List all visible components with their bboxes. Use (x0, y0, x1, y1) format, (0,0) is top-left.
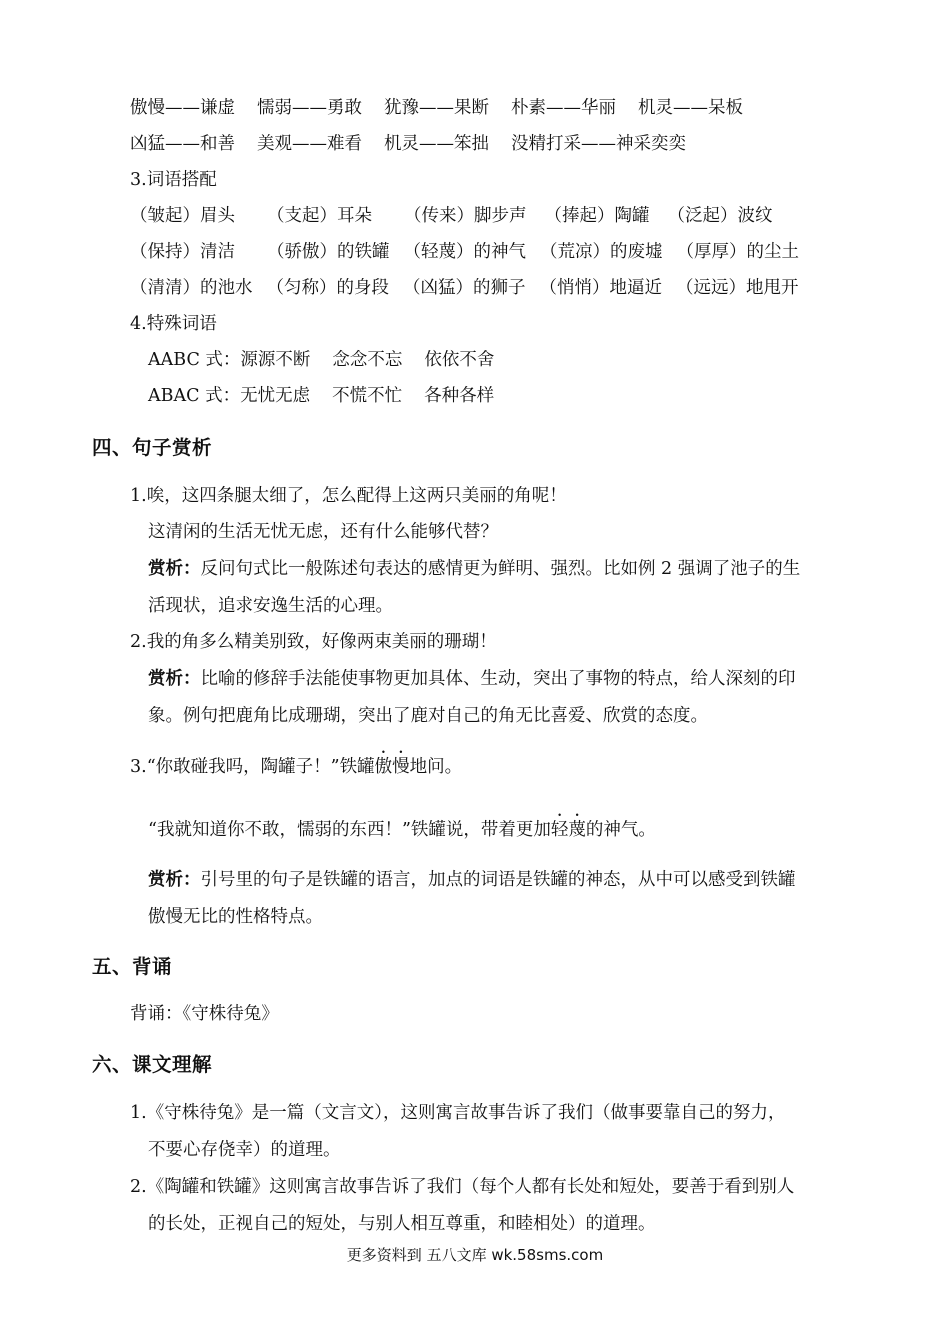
collocation-row-3 (130, 277, 799, 299)
section-heading-recitation: 五、背诵 (92, 955, 173, 978)
emphasized-char (374, 742, 393, 778)
sentence-3-line-2 (148, 805, 656, 841)
antonyms-row-1 (130, 97, 743, 119)
antonym-pair: 凶猛——和善 (130, 134, 235, 154)
antonym-pair: 没精打采——神采奕奕 (511, 134, 686, 154)
analysis-text: 引号里的句子是铁罐的语言，加点的词语是铁罐的神态，从中可以感受到铁罐 (200, 870, 796, 890)
analysis-label: 赏析： (148, 559, 201, 579)
emphasis-dot: . (557, 805, 562, 820)
aabc-word: 依依不舍 (424, 350, 495, 370)
emphasized-char (392, 742, 410, 778)
collocation-item: （凶猛）的狮子 (403, 278, 526, 298)
antonym-pair: 机灵——笨拙 (384, 134, 489, 154)
emphasized-char-text: 傲 (374, 757, 393, 777)
emphasized-char-text: 慢 (392, 757, 410, 777)
collocation-row-1 (130, 205, 773, 227)
analysis-text: 反问句式比一般陈述句表达的感情更为鲜明、强烈。比如例 2 强调了池子的生 (200, 559, 801, 579)
aabc-word: 源源不断 (240, 350, 311, 370)
sentence-text: 地问。 (409, 757, 463, 777)
emphasized-char-text: 轻 (550, 820, 569, 840)
abac-word: 无忧无虑 (240, 386, 311, 406)
collocation-item: （悄悄）地逼近 (539, 278, 662, 298)
sentence-2-line-1: 2.我的角多么精美别致，好像两束美丽的珊瑚！ (130, 632, 497, 652)
emphasized-char-text: 蔑 (568, 820, 586, 840)
emphasis-dot: . (398, 742, 404, 757)
analysis-label: 赏析： (148, 669, 201, 689)
collocation-item: （泛起）波纹 (667, 206, 773, 226)
abac-label: ABAC 式： (148, 386, 241, 406)
collocation-item: （清清）的池水 (130, 278, 253, 298)
abac-row (148, 385, 494, 407)
antonym-pair: 犹豫——果断 (384, 98, 489, 118)
analysis-2-line-1 (148, 668, 796, 690)
sentence-3-line-1 (130, 742, 463, 778)
footer-watermark-text: 更多资料到 五八文库 wk.58sms.com (346, 1246, 604, 1264)
antonym-pair: 美观——难看 (257, 134, 362, 154)
abac-word: 各种各样 (424, 386, 495, 406)
collocation-item: （支起）耳朵 (267, 206, 372, 226)
special-words-title: 4.特殊词语 (130, 314, 217, 334)
collocation-item: （远远）地甩开 (676, 278, 799, 298)
sentence-1-line-1: 1.唉，这四条腿太细了，怎么配得上这两只美丽的角呢！ (130, 486, 567, 506)
understanding-1-line-1: 1.《守株待兔》是一篇（文言文），这则寓言故事告诉了我们（做事要靠自己的努力， (130, 1103, 786, 1123)
abac-word: 不慌不忙 (332, 386, 403, 406)
analysis-text: 比喻的修辞手法能使事物更加具体、生动，突出了事物的特点，给人深刻的印 (200, 669, 796, 689)
emphasis-dot: . (574, 805, 580, 820)
sentence-1-line-2: 这清闲的生活无忧无虑，还有什么能够代替？ (148, 522, 498, 542)
emphasis-dot: . (381, 742, 386, 757)
section-heading-text-understanding: 六、课文理解 (92, 1053, 213, 1076)
collocation-row-2 (130, 241, 799, 263)
aabc-word: 念念不忘 (332, 350, 403, 370)
understanding-2-line-1: 2.《陶罐和铁罐》这则寓言故事告诉了我们（每个人都有长处和短处，要善于看到别人 (130, 1177, 795, 1197)
collocation-item: （保持）清洁 (130, 242, 235, 262)
collocation-item: （荒凉）的废墟 (540, 242, 663, 262)
collocation-item: （匀称）的身段 (266, 278, 389, 298)
collocation-title: 3.词语搭配 (130, 170, 217, 190)
analysis-label: 赏析： (148, 870, 201, 890)
collocation-item: （骄傲）的铁罐 (267, 242, 390, 262)
aabc-label: AABC 式： (148, 350, 241, 370)
understanding-1-line-2: 不要心存侥幸）的道理。 (148, 1140, 341, 1160)
aabc-row (148, 349, 494, 371)
understanding-2-line-2: 的长处，正视自己的短处，与别人相互尊重，和睦相处）的道理。 (148, 1214, 656, 1234)
section-heading-sentence-analysis: 四、句子赏析 (92, 436, 213, 459)
recitation-text: 背诵：《守株待兔》 (130, 1004, 279, 1024)
emphasized-char (550, 805, 569, 841)
collocation-item: （厚厚）的尘土 (676, 242, 799, 262)
antonym-pair: 机灵——呆板 (638, 98, 743, 118)
collocation-item: （轻蔑）的神气 (403, 242, 526, 262)
collocation-item: （皱起）眉头 (130, 206, 235, 226)
collocation-item: （捧起）陶罐 (544, 206, 650, 226)
sentence-text: 的神气。 (585, 820, 656, 840)
analysis-3-line-1 (148, 869, 796, 891)
analysis-1-line-2: 活现状，追求安逸生活的心理。 (148, 596, 393, 616)
analysis-3-line-2: 傲慢无比的性格特点。 (148, 907, 323, 927)
antonyms-row-2 (130, 133, 686, 155)
antonym-pair: 懦弱——勇敢 (257, 98, 362, 118)
analysis-1-line-1 (148, 558, 800, 580)
emphasized-char (568, 805, 586, 841)
analysis-2-line-2: 象。例句把鹿角比成珊瑚，突出了鹿对自己的角无比喜爱、欣赏的态度。 (148, 706, 708, 726)
collocation-item: （传来）脚步声 (404, 206, 527, 226)
sentence-text: “我就知道你不敢，懦弱的东西！”铁罐说，带着更加 (148, 820, 551, 840)
antonym-pair: 傲慢——谦虚 (130, 98, 235, 118)
sentence-text: 3.“你敢碰我吗，陶罐子！”铁罐 (130, 757, 375, 777)
antonym-pair: 朴素——华丽 (511, 98, 616, 118)
